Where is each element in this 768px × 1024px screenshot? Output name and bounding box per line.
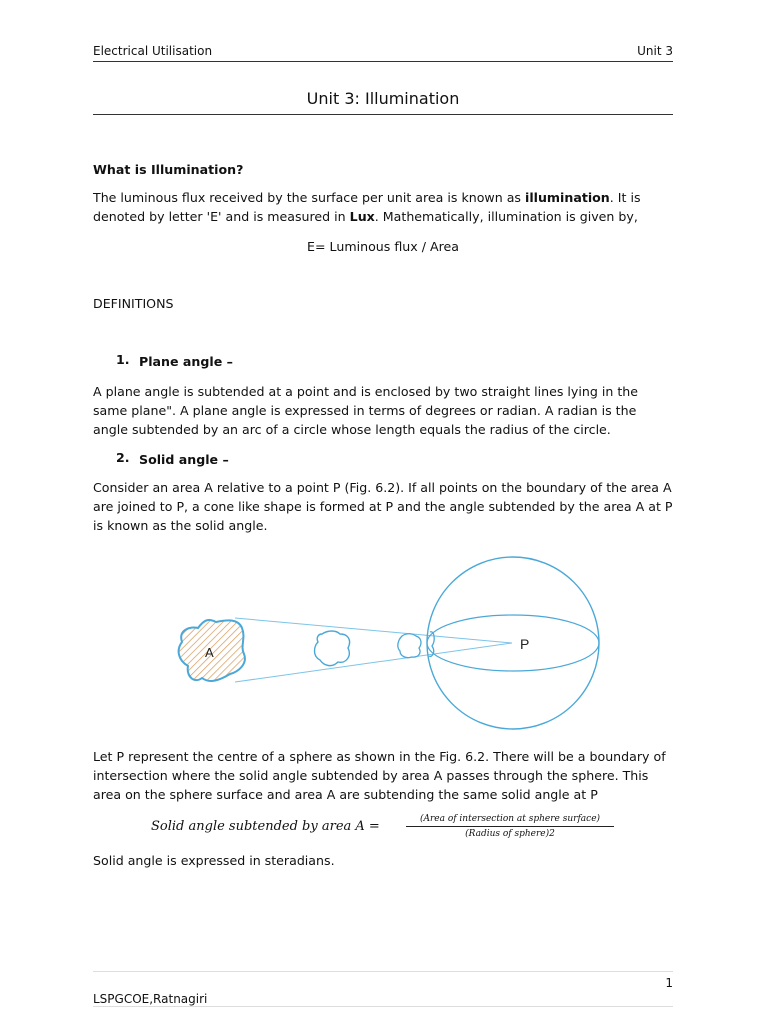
formula-denominator: (Radius of sphere)2 <box>465 829 555 839</box>
sphere-paragraph: Let P represent the centre of a sphere as shown in the Fig. 6.2. There will be a boundary of intersection where the solid angle subtended by area A passes through the sphere. This area on the sphere surface and area A are subtending the same solid angle at P <box>93 749 666 802</box>
illumination-paragraph: The luminous flux received by the surface per unit area is known as illumination. It is denoted by letter 'E' and is measured in Lux. Mathematically, illumination is given by, <box>93 190 641 224</box>
page-title: Unit 3: Illumination <box>306 89 460 108</box>
intermediate-section-1 <box>315 631 350 666</box>
formula-lhs: Solid angle subtended by area A = <box>151 819 380 834</box>
definitions-label: DEFINITIONS <box>93 296 174 311</box>
cone-lower-line <box>235 643 512 682</box>
def1-title: Plane angle – <box>139 354 233 369</box>
formula-fraction <box>406 814 614 839</box>
footer-bottom-divider <box>93 1006 673 1007</box>
solid-angle-formula <box>93 814 673 844</box>
def2-title: Solid angle – <box>139 452 229 467</box>
intermediate-section-2 <box>398 634 421 658</box>
def1-paragraph: A plane angle is subtended at a point and is enclosed by two straight lines lying in the same plane". A plane angle is expressed in terms of degrees or radian. A radian is the angle subtended by an arc of a circle whose length equals the radius of the circle. <box>93 384 639 437</box>
illumination-equation: E= Luminous flux / Area <box>307 239 459 254</box>
solid-angle-figure <box>160 550 610 735</box>
section-heading: What is Illumination? <box>93 162 244 177</box>
page-number: 1 <box>665 976 673 990</box>
point-p-label: P <box>520 636 530 652</box>
footer-institution: LSPGCOE,Ratnagiri <box>93 992 208 1006</box>
sphere-equator <box>427 615 599 671</box>
def2-paragraph: Consider an area A relative to a point P (Fig. 6.2). If all points on the boundary of the area A are joined to P, a cone like shape is formed at P and the angle subtended by the area A at P is known as the solid angle. <box>93 480 673 533</box>
def2-number: 2. <box>116 450 130 465</box>
running-header-unit: Unit 3 <box>637 44 673 58</box>
header-divider <box>93 61 673 62</box>
running-header-title: Electrical Utilisation <box>93 44 213 58</box>
closing-sentence: Solid angle is expressed in steradians. <box>93 853 335 868</box>
title-divider <box>93 114 673 115</box>
def1-number: 1. <box>116 352 130 367</box>
formula-numerator: (Area of intersection at sphere surface) <box>406 814 614 827</box>
footer-divider <box>93 971 673 972</box>
cone-upper-line <box>235 618 512 643</box>
sphere-outline <box>427 557 599 729</box>
area-a-label: A <box>205 645 214 660</box>
